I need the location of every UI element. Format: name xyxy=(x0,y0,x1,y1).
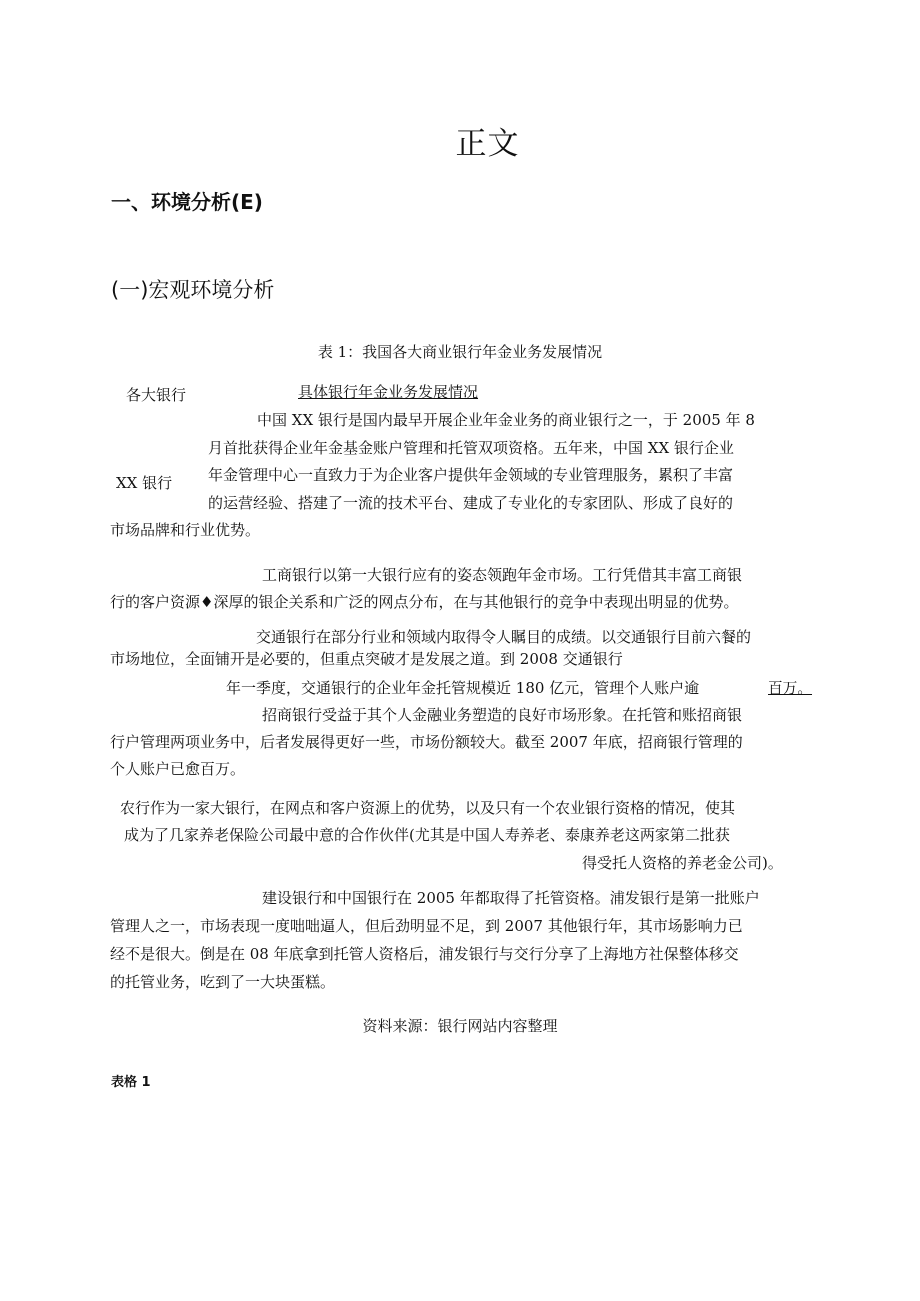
paragraph-line: 建设银行和中国银行在 2005 年都取得了托管资格。浦发银行是第一批账户 xyxy=(262,889,760,907)
paragraph-line: 工商银行以第一大银行应有的姿态领跑年金市场。工行凭借其丰富工商银 xyxy=(262,566,743,584)
paragraph-line: 行户管理两项业务中，后者发展得更好一些，市场份额较大。截至 2007 年底，招商银行管理的 xyxy=(110,733,743,751)
paragraph-line: 的托管业务，吃到了一大块蛋糕。 xyxy=(110,973,336,991)
page-title: 正文 xyxy=(455,126,520,162)
paragraph-line: 交通银行在部分行业和领域内取得令人瞩目的成绩。以交通银行目前六餐的 xyxy=(256,628,752,646)
paragraph-line: 月首批获得企业年金基金账户管理和托管双项资格。五年来，中国 XX 银行企业 xyxy=(208,439,734,457)
paragraph-line: 年金管理中心一直致力于为企业客户提供年金领域的专业管理服务，累积了丰富 xyxy=(208,466,734,484)
table-label: 表格 1 xyxy=(111,1075,151,1090)
row-label-xx-bank: XX 银行 xyxy=(116,474,173,492)
paragraph-line: 得受托人资格的养老金公司)。 xyxy=(582,854,783,872)
subsection-heading: (一)宏观环境分析 xyxy=(111,278,275,302)
table-caption: 表 1：我国各大商业银行年金业务发展情况 xyxy=(317,343,603,361)
paragraph-line-tail: 百万。 xyxy=(768,679,813,697)
paragraph-line: 的运营经验、搭建了一流的技术平台、建成了专业化的专家团队、形成了良好的 xyxy=(208,494,734,512)
paragraph-line: 年一季度，交通银行的企业年金托管规模近 180 亿元，管理个人账户逾 xyxy=(226,679,700,697)
paragraph-line: 行的客户资源♦深厚的银企关系和广泛的网点分布，在与其他银行的竞争中表现出明显的优势。 xyxy=(110,593,739,611)
paragraph-line: 招商银行受益于其个人金融业务塑造的良好市场形象。在托管和账招商银 xyxy=(262,706,743,724)
source-note: 资料来源：银行网站内容整理 xyxy=(362,1017,558,1035)
column-header-bank: 各大银行 xyxy=(126,386,187,404)
paragraph-line: 中国 XX 银行是国内最早开展企业年金业务的商业银行之一，于 2005 年 8 xyxy=(257,411,755,429)
paragraph-line: 经不是很大。倒是在 08 年底拿到托管人资格后，浦发银行与交行分享了上海地方社保整体移交 xyxy=(110,945,739,963)
column-header-detail: 具体银行年金业务发展情况 xyxy=(298,383,479,401)
paragraph-line: 管理人之一，市场表现一度咄咄逼人，但后劲明显不足，到 2007 其他银行年，其市场影响力已 xyxy=(110,917,743,935)
paragraph-line: 个人账户已愈百万。 xyxy=(110,760,246,778)
paragraph-line: 市场品牌和行业优势。 xyxy=(110,521,261,539)
paragraph-line: 成为了几家养老保险公司最中意的合作伙伴(尤其是中国人寿养老、泰康养老这两家第二批获 xyxy=(124,826,730,844)
paragraph-line: 市场地位，全面铺开是必要的，但重点突破才是发展之道。到 2008 交通银行 xyxy=(110,650,623,668)
paragraph-line: 农行作为一家大银行，在网点和客户资源上的优势，以及只有一个农业银行资格的情况，使其 xyxy=(120,799,736,817)
section-heading: 一、环境分析(E) xyxy=(111,190,263,214)
